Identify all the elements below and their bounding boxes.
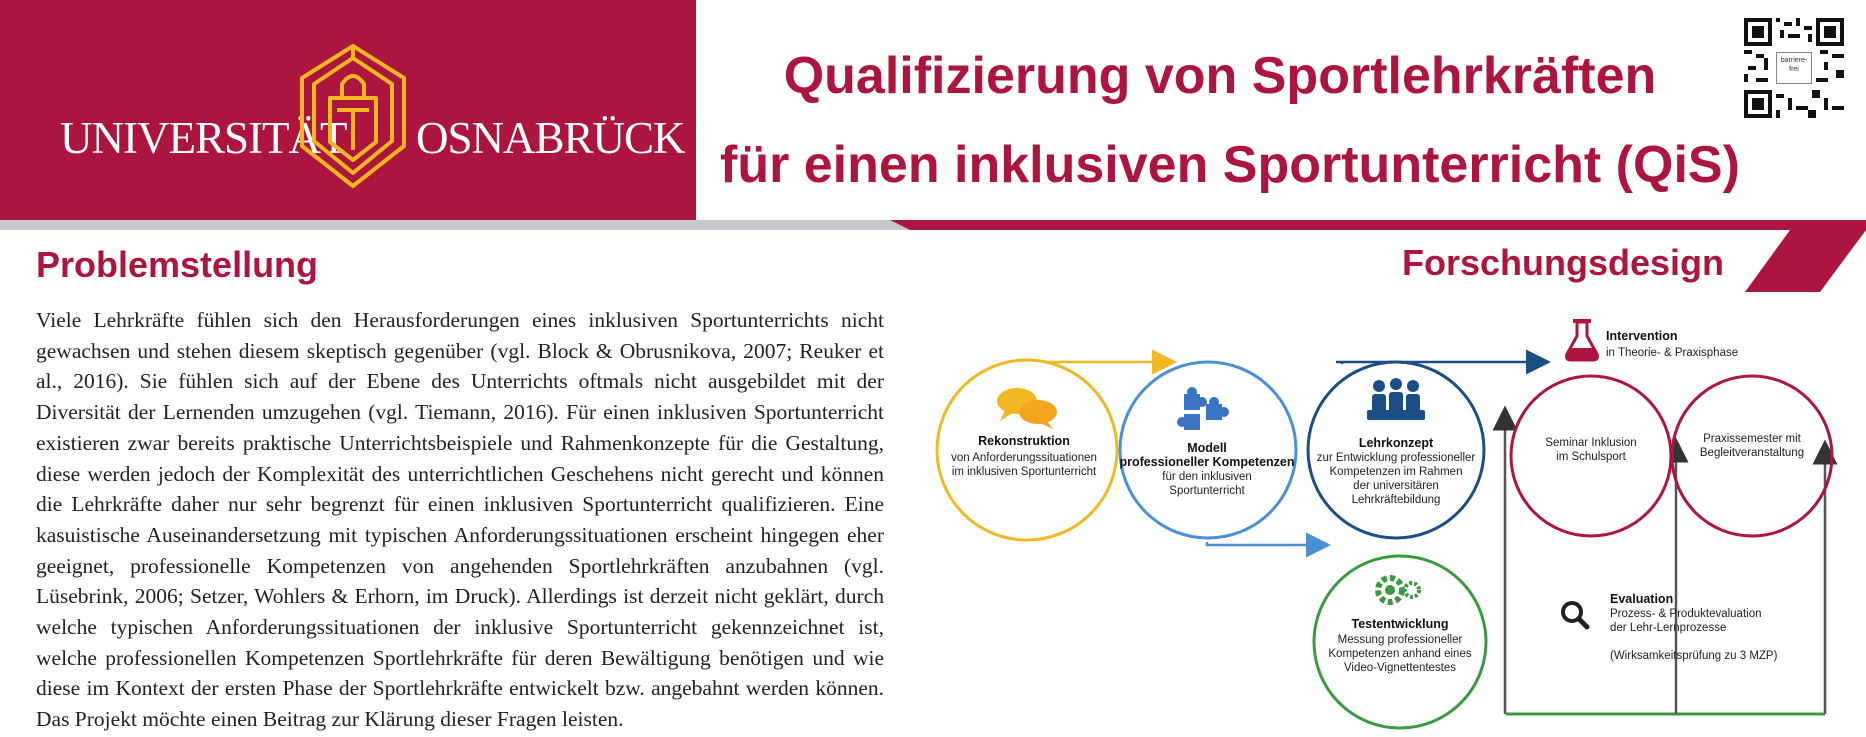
evaluation-line-2: der Lehr-Lernprozesse [1610,622,1727,634]
testentwicklung-line-3: Video-Vignettentestes [1343,662,1457,674]
rekonstruktion-line-2: im inklusiven Sportunterricht [951,466,1097,478]
modell-title-2: professioneller Kompetenzen [1119,455,1295,469]
testentwicklung-line-2: Kompetenzen anhand eines [1328,648,1472,660]
qr-accessibility-badge: barriere-frei [1776,52,1812,84]
rekonstruktion-line-1: von Anforderungssituationen [951,452,1097,464]
problem-body-text: Viele Lehrkräfte fühlen sich den Herausforderungen eines inklusiven Sportunterrichts nicht gewachsen und stehen diesem skeptisch gegenüber (vgl. Block & Obrusnikova, 2007; Reuker et al., 2016). Sie fühlen sich auf der Ebene des Unterrichts oftmals nicht ausgebildet mit der Diversität der Lernenden umzugehen (vgl. Tiemann, 2016). Für einen inklusiven Sportunterricht existieren zwar bereits praktische Unterrichtsbeispiele und Rahmenkonzepte für die Gestaltung, diese werden jedoch der Komplexität des unterrichtlichen Geschehens nicht gerecht und können die Lehrkräfte daher nur sehr begrenzt für einen inklusiven Sportunterricht qualifizieren. Eine kasuistische Auseinandersetzung mit typischen Anforderungssituationen erscheint hingegen eher geeignet, professionelle Kompetenzen von angehenden Sportlehrkräften anzubahnen (vgl. Lüsebrink, 2006; Setzer, Wohlers & Erhorn, im Druck). Allerdings ist derzeit nicht geklärt, durch welche typischen Anforderungssituationen der inklusive Sportunterricht gekennzeichnet ist, welche professionellen Kompetenzen Sportlehrkräfte für deren Bewältigung benötigen und wie diese im Kontext der ersten Phase der Sportlehrkräfte entwickelt bzw. angebahnt werden können. Das Projekt möchte einen Beitrag zur Klärung dieser Fragen leisten. [36,308,884,732]
poster-title-line-2: für einen inklusiven Sportunterricht (QiS) [720,136,1740,194]
evaluation-line-1: Prozess- & Produktevaluation [1610,608,1762,620]
testentwicklung-line-1: Messung professioneller [1337,634,1463,646]
praxissemester-line-2: Begleitveranstaltung [1699,447,1805,459]
university-name-left: UNIVERSITÄT [60,113,347,163]
arrow-lehrkonzept-to-intervention [1336,362,1546,364]
flask-icon [1567,319,1598,360]
lehrkonzept-line-3: der universitären [1353,480,1439,492]
section-heading-design: Forschungsdesign [1402,242,1725,283]
evaluation-title: Evaluation [1610,592,1674,606]
modell-line-1: für den inklusiven [1162,471,1252,483]
modell-line-2: Sportunterricht [1169,485,1245,497]
magnifier-icon [1563,603,1587,627]
people-group-icon [1367,378,1425,420]
lehrkonzept-line-1: zur Entwicklung professioneller [1316,452,1476,464]
evaluation-note: (Wirksamkeitsprüfung zu 3 MZP) [1610,650,1778,662]
university-name-right: OSNABRÜCK [416,113,685,163]
seminar-line-1: Seminar Inklusion [1545,437,1637,449]
seminar-line-2: im Schulsport [1556,451,1626,463]
lehrkonzept-title: Lehrkonzept [1358,436,1434,450]
section-heading-problem: Problemstellung [36,244,319,285]
university-crest-logo [292,38,414,190]
poster-title-line-1: Qualifizierung von Sportlehrkräften [783,47,1657,105]
modell-title-1: Modell [1187,441,1227,455]
lehrkonzept-line-2: Kompetenzen im Rahmen [1329,466,1463,478]
testentwicklung-title: Testentwicklung [1351,617,1449,631]
arrow-modell-to-testentwicklung [1207,542,1326,545]
circle-rekonstruktion [937,360,1117,540]
intervention-title: Intervention [1606,329,1678,343]
research-design-diagram [920,300,1866,737]
lehrkonzept-line-4: Lehrkräftebildung [1351,494,1441,506]
rekonstruktion-title: Rekonstruktion [978,434,1070,448]
intervention-subtitle: in Theorie- & Praxisphase [1606,347,1739,359]
praxissemester-line-1: Praxissemester mit [1703,433,1801,445]
